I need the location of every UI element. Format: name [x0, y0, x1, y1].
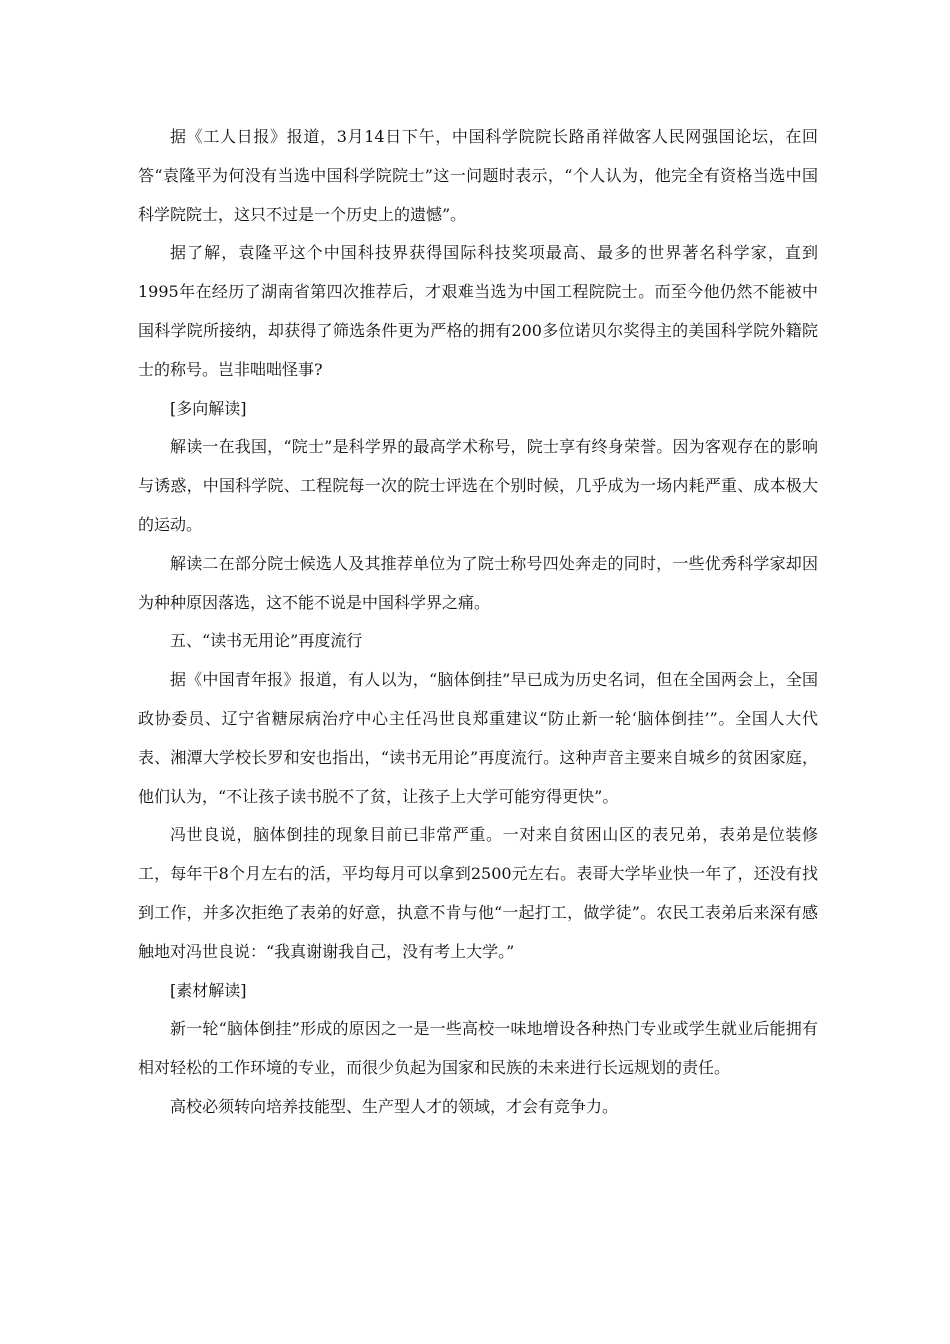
- section-label-multi-reading: [多向解读]: [170, 398, 247, 418]
- document-page: [138, 118, 818, 1127]
- paragraph-yuan-longping: 据了解，袁隆平这个中国科技界获得国际科技奖项最高、最多的世界著名科学家，直到1995年在经历了湖南省第四次推荐后，才艰难当选为中国工程院院士。而至今他仍然不能被中国科学院所接纳，却获得了筛选条件更为严格的拥有200多位诺贝尔奖得主的美国科学院外籍院士的称号。岂非咄咄怪事?: [138, 243, 818, 379]
- paragraph-reading-one: 解读一在我国，“院士”是科学界的最高学术称号，院士享有终身荣誉。因为客观存在的影响与诱惑，中国科学院、工程院每一次的院士评选在个别时候，几乎成为一场内耗严重、成本极大的运动。: [138, 437, 818, 534]
- paragraph-youth-daily: 据《中国青年报》报道，有人以为，“脑体倒挂”早已成为历史名词，但在全国两会上，全国政协委员、辽宁省糖尿病治疗中心主任冯世良郑重建议“防止新一轮‘脑体倒挂’”。全国人大代表、湘潭大学校长罗和安也指出，“读书无用论”再度流行。这种声音主要来自城乡的贫困家庭，他们认为，“不让孩子读书脱不了贫，让孩子上大学可能穷得更快”。: [138, 670, 818, 806]
- section-label-material-reading: [素材解读]: [170, 980, 247, 1000]
- paragraph-feng-shiliang: 冯世良说，脑体倒挂的现象目前已非常严重。一对来自贫困山区的表兄弟，表弟是位装修工，每年干8个月左右的活，平均每月可以拿到2500元左右。表哥大学毕业快一年了，还没有找到工作，并多次拒绝了表弟的好意，执意不肯与他“一起打工，做学徒”。农民工表弟后来深有感触地对冯世良说：“我真谢谢我自己，没有考上大学。”: [138, 825, 818, 961]
- paragraph-cause-analysis: 新一轮“脑体倒挂”形成的原因之一是一些高校一味地增设各种热门专业或学生就业后能拥有相对轻松的工作环境的专业，而很少负起为国家和民族的未来进行长远规划的责任。: [138, 1019, 818, 1078]
- section-heading-five: 五、“读书无用论”再度流行: [170, 631, 363, 651]
- paragraph-conclusion: 高校必须转向培养技能型、生产型人才的领域，才会有竞争力。: [170, 1096, 619, 1116]
- paragraph-cas-report: 据《工人日报》报道，3月14日下午，中国科学院院长路甬祥做客人民网强国论坛，在回答“袁隆平为何没有当选中国科学院院士”这一问题时表示，“个人认为，他完全有资格当选中国科学院院士，这只不过是一个历史上的遗憾”。: [138, 127, 818, 224]
- paragraph-reading-two: 解读二在部分院士候选人及其推荐单位为了院士称号四处奔走的同时，一些优秀科学家却因为种种原因落选，这不能不说是中国科学界之痛。: [138, 553, 818, 612]
